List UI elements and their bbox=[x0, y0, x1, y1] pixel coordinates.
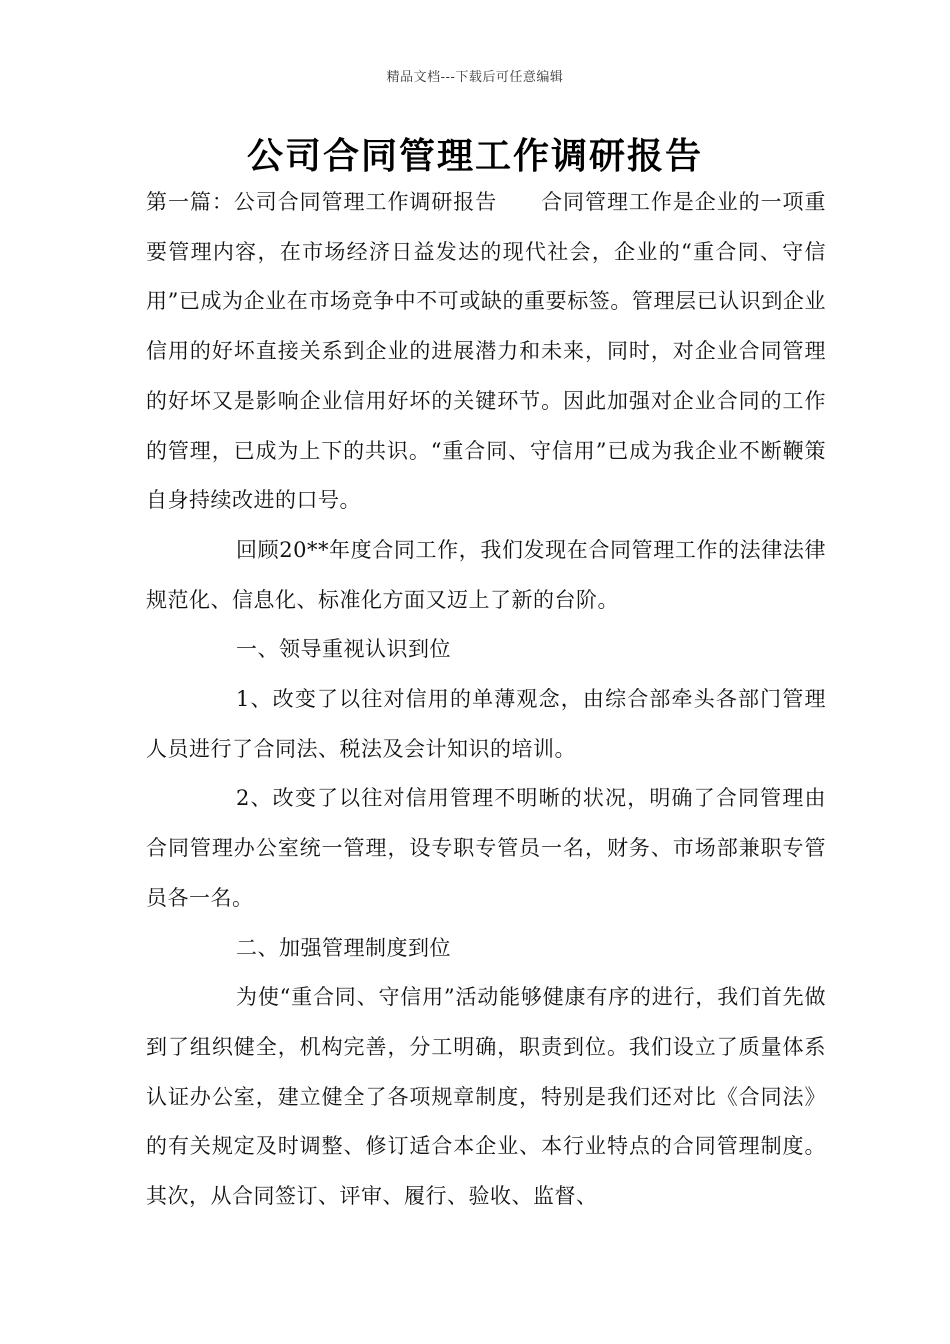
paragraph-intro: 第一篇：公司合同管理工作调研报告 合同管理工作是企业的一项重要管理内容，在市场经济日益发达的现代社会，企业的“重合同、守信用”已成为企业在市场竞争中不可或缺的重要标签。管理层已认识到企业信用的好坏直接关系到企业的进展潜力和未来，同时，对企业合同管理的好坏又是影响企业信用好坏的关键环节。因此加强对企业合同的工作的管理，已成为上下的共识。“重合同、守信用”已成为我企业不断鞭策自身持续改进的口号。 bbox=[146, 190, 826, 513]
paragraph-point-2: 2、改变了以往对信用管理不明晰的状况，明确了合同管理由合同管理办公室统一管理，设专职专管员一名，财务、市场部兼职专管员各一名。 bbox=[146, 786, 826, 910]
document-title: 公司合同管理工作调研报告 bbox=[246, 136, 703, 177]
paragraph-review: 回顾20**年度合同工作，我们发现在合同管理工作的法律法律规范化、信息化、标准化方面又迈上了新的台阶。 bbox=[146, 537, 826, 612]
paragraph-management: 为使“重合同、守信用”活动能够健康有序的进行，我们首先做到了组织健全，机构完善，分工明确，职责到位。我们设立了质量体系认证办公室，建立健全了各项规章制度，特别是我们还对比《合同法》的有关规定及时调整、修订适合本企业、本行业特点的合同管理制度。其次，从合同签订、评审、履行、验收、监督、 bbox=[146, 985, 826, 1209]
section-heading-leadership: 一、领导重视认识到位 bbox=[236, 637, 451, 662]
paragraph-point-1: 1、改变了以往对信用的单薄观念，由综合部牵头各部门管理人员进行了合同法、税法及会计知识的培训。 bbox=[146, 687, 826, 761]
document-body bbox=[146, 178, 826, 1222]
header-note: 精品文档---下载后可任意编辑 bbox=[386, 70, 564, 85]
section-heading-management: 二、加强管理制度到位 bbox=[236, 935, 451, 960]
